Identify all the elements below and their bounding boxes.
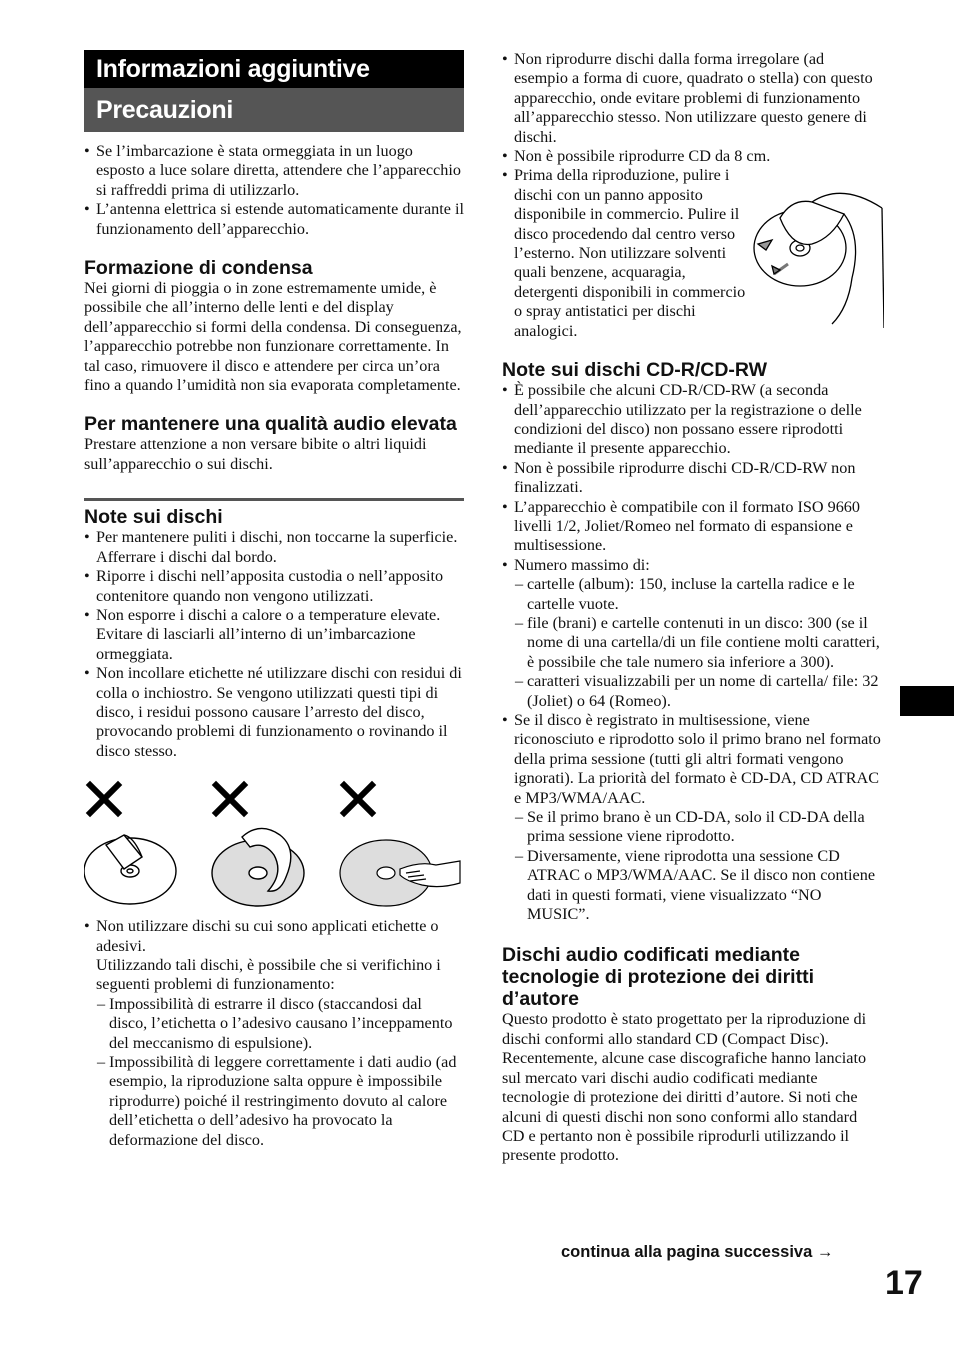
right-column [502,50,882,1166]
list-item: • Numero massimo di: [502,556,882,575]
list-item: • Non esporre i dischi a calore o a temperature elevate. Evitare di lasciarli all’interno di un’imbarcazione ormeggiata. [84,606,464,664]
intro-list [84,142,464,239]
text-condensa: Nei giorni di pioggia o in zone estremamente umide, è possibile che all’interno delle lenti e del display dell’apparecchio si formi della condensa. Di conseguenza, l’apparecchio potrebbe non funzionare correttamente. In tal caso, rimuovere il disco e attendere per circa un’ora fino a quando l’umidità non sia evaporata completamente. [84,279,462,395]
list-item: • Non è possibile riprodurre dischi CD-R/CD-RW non finalizzati. [502,459,882,498]
list-subitem: – cartelle (album): 150, incluse la cartella radice e le cartelle vuote. [502,575,882,614]
labels-list [84,917,464,1150]
cross-icon [90,785,118,813]
dischi-list [84,528,464,761]
subsection-title: Precauzioni [84,88,464,132]
heading-qualita: Per mantenere una qualità audio elevata [84,413,457,436]
list-item: • Non è possibile riprodurre CD da 8 cm. [502,147,882,166]
left-column [84,50,464,1150]
disc-illustration [84,777,464,907]
list-subitem: – Impossibilità di leggere correttamente i dati audio (ad esempio, la riproduzione salta oppure è impossibile riprodurre) poiché il restringimento dovuto al calore dell’etichetta o dell’adesivo ha provocato la deformazione del disco. [84,1053,464,1150]
list-item: • Se l’imbarcazione è stata ormeggiata in un luogo esposto a luce solare diretta, attendere che l’apparecchio si raffreddi prima di utilizzarlo. [84,142,464,200]
list-subitem: – file (brani) e cartelle contenuti in un disco: 300 (se il nome di una cartella/di un file contiene molti caratteri, è possibile che tale numero sia inferiore a 300). [502,614,882,672]
cdr-list [502,381,882,924]
list-item: • Prima della riproduzione, pulire i dischi con un panno apposito disponibile in commercio. Pulire il disco procedendo dal centro verso l’esterno. Non utilizzare solventi quali benzene, acquaragia, detergenti disponibili in commercio o spray antistatici per dischi analogici. [502,166,746,341]
list-item-cont: Utilizzando tali dischi, è possibile che si verifichino i seguenti problemi di funzionamento: [96,955,441,994]
heading-dischi: Note sui dischi [84,506,223,529]
text-qualita: Prestare attenzione a non versare bibite o altri liquidi sull’apparecchio o sui dischi. [84,435,427,473]
cross-icon [344,785,372,813]
list-item: • Non incollare etichette né utilizzare dischi con residui di colla o inchiostro. Se vengono utilizzati questi tipi di disco, i residui possono causare l’arresto del disco, provocando problemi di funzionamento o rovinando il disco stesso. [84,664,464,761]
text-copyright-2: Recentemente, alcune case discografiche hanno lanciato sul mercato vari dischi audio codificati mediante tecnologie di protezione dei diritti d’autore. Si noti che alcuni di questi dischi non sono conformi allo standard CD e pertanto non è possibile riprodurli utilizzando il presente prodotto. [502,1049,867,1165]
cross-icon [216,785,244,813]
list-subitem: – Impossibilità di estrarre il disco (staccandosi dal disco, l’etichetta o l’adesivo causano l’inceppamento del meccanismo di espulsione). [84,995,464,1053]
list-item: • Non riprodurre dischi dalla forma irregolare (ad esempio a forma di cuore, quadrato o stella) con questo apparecchio, onde evitare problemi di funzionamento all’apparecchio stesso. Non utilizzare questo genere di dischi. [502,50,882,147]
list-subitem: – caratteri visualizzabili per un nome di cartella/ file: 32 (Joliet) o 64 (Romeo). [502,672,882,711]
page-number: 17 [885,1264,923,1302]
section-divider [84,498,464,501]
section-title: Informazioni aggiuntive [84,50,464,88]
list-item: • Non utilizzare dischi su cui sono applicati etichette o adesivi. [84,917,464,956]
list-item: • Se il disco è registrato in multisessione, viene riconosciuto e riprodotto solo il primo brano nel formato della prima sessione (tutti gli altri formati vengono ignorati). La priorità del formato è CD-DA, CD ATRAC e MP3/WMA/AAC. [502,711,882,808]
cleaning-illustration [752,178,884,328]
list-subitem: – Diversamente, viene riprodotta una sessione CD ATRAC o MP3/WMA/AAC. Se il disco non contiene dati in questi formati, viene visualizzato “NO MUSIC”. [502,847,882,925]
heading-copyright: Dischi audio codificati mediante tecnologie di protezione dei diritti d’autore [502,944,815,1011]
heading-cdr: Note sui dischi CD-R/CD-RW [502,359,768,382]
list-item: • Per mantenere puliti i dischi, non toccarne la superficie. Afferrare i dischi dal bordo. [84,528,464,567]
list-item: • È possibile che alcuni CD-R/CD-RW (a seconda dell’apparecchio utilizzato per la registrazione o delle condizioni del disco) non possano essere riprodotti mediante il presente apparecchio. [502,381,882,459]
list-item: • L’apparecchio è compatibile con il formato ISO 9660 livelli 1/2, Joliet/Romeo nel formato di espansione e multisessione. [502,498,882,556]
continue-note: continua alla pagina successiva → [561,1243,834,1261]
heading-condensa: Formazione di condensa [84,257,313,280]
text-copyright-1: Questo prodotto è stato progettato per la riproduzione di dischi conformi allo standard CD (Compact Disc). [502,1010,867,1048]
list-subitem: – Se il primo brano è un CD-DA, solo il CD-DA della prima sessione viene riprodotto. [502,808,882,847]
list-item: • Riporre i dischi nell’apposita custodia o nell’apposito contenitore quando non vengono utilizzati. [84,567,464,606]
disc-illustrations [84,777,464,907]
section-tab [900,686,954,716]
list-item: • L’antenna elettrica si estende automaticamente durante il funzionamento dell’apparecchio. [84,200,464,239]
